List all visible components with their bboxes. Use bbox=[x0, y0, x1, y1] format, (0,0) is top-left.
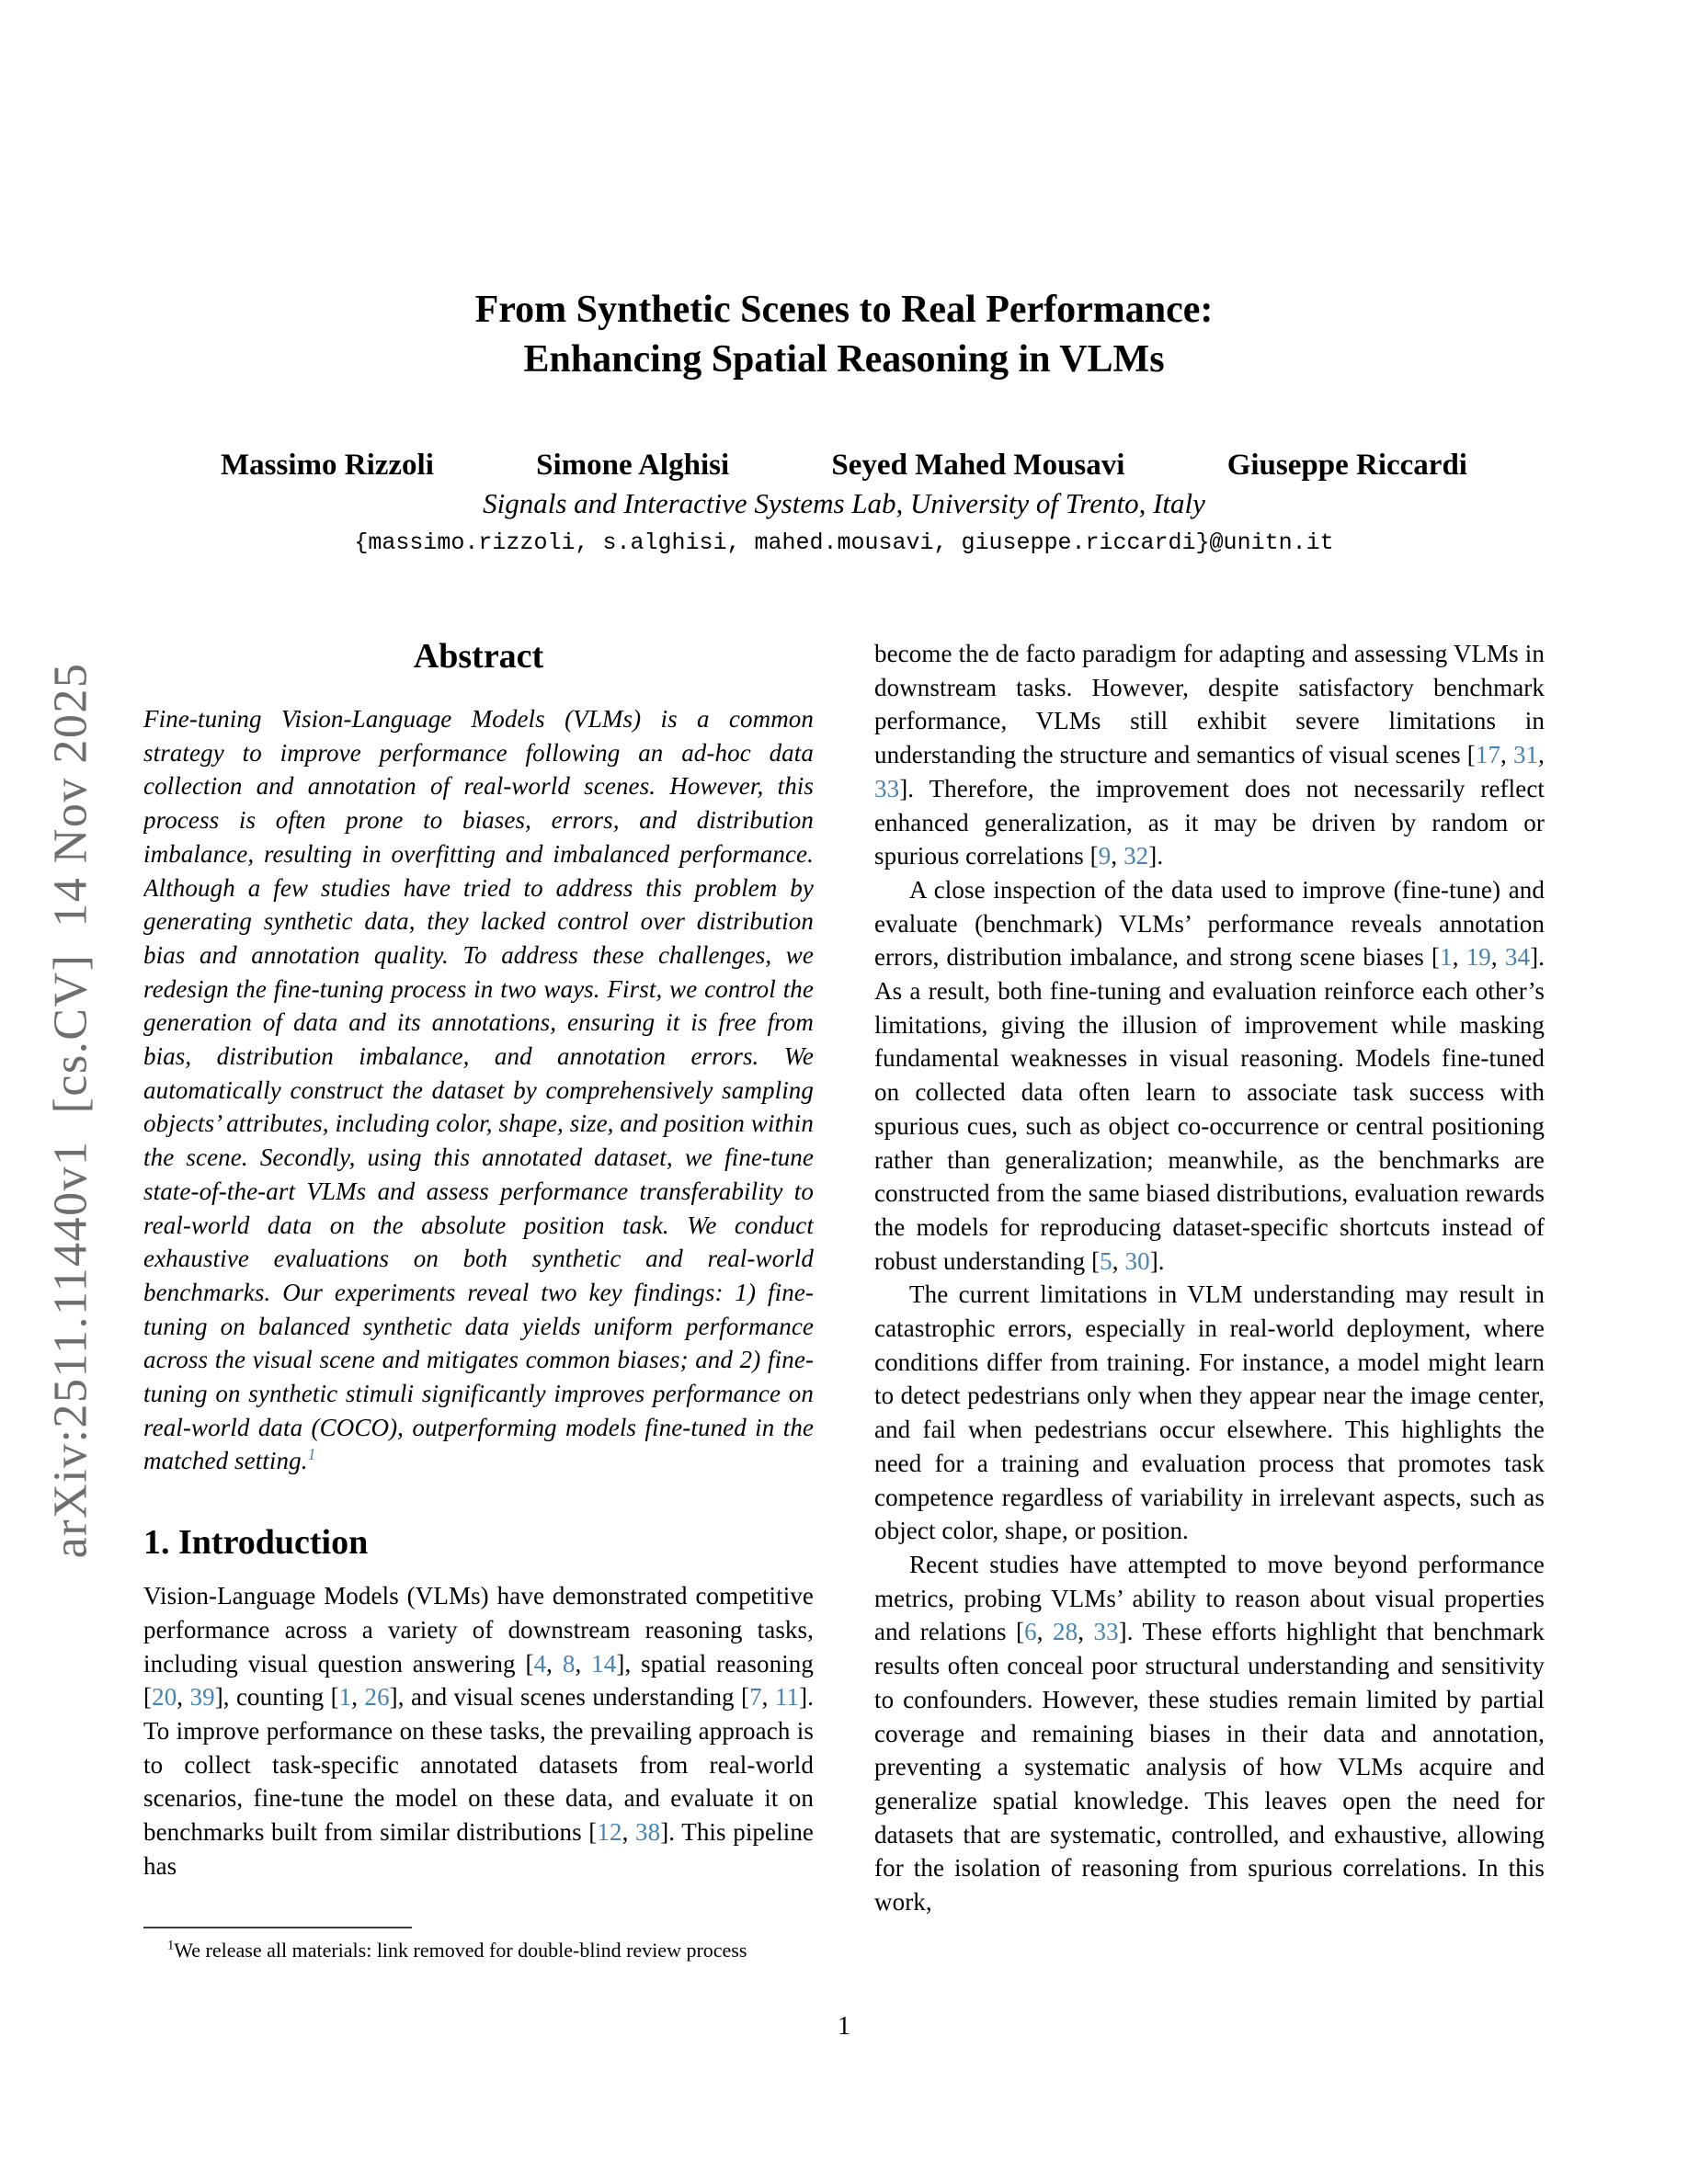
citation-link[interactable]: 26 bbox=[364, 1683, 390, 1712]
citation-link[interactable]: 33 bbox=[1093, 1618, 1119, 1646]
citation-link[interactable]: 28 bbox=[1052, 1618, 1078, 1646]
abstract-heading: Abstract bbox=[413, 637, 544, 676]
citation-link[interactable]: 32 bbox=[1123, 842, 1149, 870]
arxiv-stamp: arXiv:2511.11440v1 [cs.CV] 14 Nov 2025 bbox=[44, 662, 97, 1559]
author-name: Massimo Rizzoli bbox=[221, 449, 434, 482]
abstract-text: Fine-tuning Vision-Language Models (VLMs) is a common strategy to improve performance following an ad-hoc data collection and annotation of real-world scenes. However, this process is often prone to biases, errors, and distribution imbalance, resulting in overfitting and imbalanced performance. Although a few studies have tried to address this problem by generating synthetic data, they lacked control over distribution bias and annotation quality. To address these challenges, we redesign the fine-tuning process in two ways. First, we control the generation of data and its annotations, ensuring it is free from bias, distribution imbalance, and annotation errors. We automatically construct the dataset by comprehensively sampling objects’ attributes, including color, shape, size, and position within the scene. Secondly, using this annotated dataset, we fine-tune state-of-the-art VLMs and assess performance transferability to real-world data on the absolute position task. We conduct exhaustive evaluations on both synthetic and real-world benchmarks. Our experiments reveal two key findings: 1) fine-tuning on balanced synthetic data yields uniform performance across the visual scene and mitigates common biases; and 2) fine-tuning on synthetic stimuli significantly improves performance on real-world data (COCO), outperforming models fine-tuned in the matched setting.$^1$ bbox=[143, 705, 814, 1475]
footnote bbox=[143, 1927, 814, 1962]
footnote-text: $^1$We release all materials: link removed for double-blind review process bbox=[167, 1938, 747, 1962]
footnote-marker: 1 bbox=[167, 1938, 175, 1953]
citation-link[interactable]: 8 bbox=[562, 1649, 576, 1678]
citation-link[interactable]: 20 bbox=[152, 1683, 177, 1712]
citation-link[interactable]: 31 bbox=[1512, 741, 1539, 769]
left-column bbox=[143, 636, 814, 1925]
section-heading-introduction: 1. Introduction bbox=[143, 1523, 369, 1563]
title-line-2: Enhancing Spatial Reasoning in VLMs bbox=[523, 338, 1165, 381]
page-number: 1 bbox=[838, 2012, 850, 2041]
title-line-1: From Synthetic Scenes to Real Performance: bbox=[474, 289, 1214, 331]
intro-paragraph: Vision-Language Models (VLMs) have demonstrated competitive performance across a variety of downstream reasoning tasks, including visual question answering [4, 8, 14], spatial reasoning [20, 39], counting [1, 26], and visual scenes understanding [7, 11]. To improve performance on these tasks, the prevailing approach is to collect task-specific annotated datasets from real-world scenarios, fine-tune the model on these data, and evaluate it on benchmarks built from similar distributions [12, 38]. This pipeline has bbox=[143, 1582, 814, 1880]
intro-paragraph: Recent studies have attempted to move beyond performance metrics, probing VLMs’ ability to reason about visual properties and relations [6, 28, 33]. These efforts highlight that benchmark results often conceal poor structural understanding and sensitivity to confounders. However, these studies remain limited by partial coverage and remaining biases in their data and annotation, preventing a systematic analysis of how VLMs acquire and generalize spatial knowledge. This leaves open the need for datasets that are systematic, controlled, and exhaustive, allowing for the isolation of reasoning from spurious correlations. In this work, bbox=[874, 1550, 1545, 1917]
intro-paragraph: A close inspection of the data used to improve (fine-tune) and evaluate (benchmark) VLMs’ performance reveals annotation errors, distribution imbalance, and strong scene biases [1, 19, 34]. As a result, both fine-tuning and evaluation reinforce each other’s limitations, giving the illusion of improvement while masking fundamental weaknesses in visual reasoning. Models fine-tuned on collected data often learn to associate task success with spurious cues, such as object co-occurrence or central positioning rather than generalization; meanwhile, as the benchmarks are constructed from the same biased distributions, evaluation rewards the models for reproducing dataset-specific shortcuts instead of robust understanding [5, 30]. bbox=[874, 875, 1545, 1275]
citation-link[interactable]: 7 bbox=[749, 1683, 762, 1712]
author-row bbox=[221, 447, 1467, 483]
citation-link[interactable]: 30 bbox=[1124, 1246, 1150, 1275]
author-name: Simone Alghisi bbox=[536, 449, 730, 482]
citation-link[interactable]: 11 bbox=[774, 1683, 800, 1712]
author-name: Seyed Mahed Mousavi bbox=[831, 449, 1125, 482]
footnote-marker-link[interactable]: 1 bbox=[307, 1445, 316, 1464]
citation-link[interactable]: 39 bbox=[189, 1683, 215, 1712]
intro-paragraph: become the de facto paradigm for adapting and assessing VLMs in downstream tasks. However, despite satisfactory benchmark performance, VLMs still exhibit severe limitations in understanding the structure and semantics of visual scenes [17, 31, 33]. Therefore, the improvement does not necessarily reflect enhanced generalization, as it may be driven by random or spurious correlations [9, 32]. bbox=[874, 640, 1545, 870]
citation-link[interactable]: 33 bbox=[874, 774, 900, 802]
citation-link[interactable]: 12 bbox=[597, 1818, 622, 1847]
footnote-rule bbox=[143, 1927, 412, 1928]
citation-link[interactable]: 1 bbox=[338, 1683, 352, 1712]
citation-link[interactable]: 34 bbox=[1504, 943, 1531, 972]
affiliation: Signals and Interactive Systems Lab, University of Trento, Italy bbox=[483, 487, 1205, 519]
citation-link[interactable]: 1 bbox=[1440, 943, 1453, 972]
citation-link[interactable]: 14 bbox=[591, 1649, 617, 1678]
citation-link[interactable]: 38 bbox=[635, 1818, 661, 1847]
intro-paragraph: The current limitations in VLM understanding may result in catastrophic errors, especially in real-world deployment, where conditions differ from training. For instance, a model might learn to detect pedestrians only when they appear near the image center, and fail when pedestrians occur elsewhere. This highlights the need for a training and evaluation process that promotes task competence regardless of variability in irrelevant aspects, such as object color, shape, or position. bbox=[874, 1280, 1545, 1545]
citation-link[interactable]: 9 bbox=[1098, 842, 1112, 870]
citation-link[interactable]: 4 bbox=[533, 1649, 547, 1678]
right-column bbox=[874, 637, 1545, 1997]
paper-title bbox=[143, 285, 1545, 384]
author-name: Giuseppe Riccardi bbox=[1226, 449, 1467, 482]
citation-link[interactable]: 17 bbox=[1475, 741, 1501, 769]
citation-link[interactable]: 19 bbox=[1466, 943, 1491, 972]
citation-link[interactable]: 5 bbox=[1100, 1246, 1112, 1275]
citation-link[interactable]: 6 bbox=[1024, 1618, 1037, 1646]
email-line: {massimo.rizzoli, s.alghisi, mahed.mousavi, giuseppe.riccardi}@unitn.it bbox=[354, 529, 1334, 556]
